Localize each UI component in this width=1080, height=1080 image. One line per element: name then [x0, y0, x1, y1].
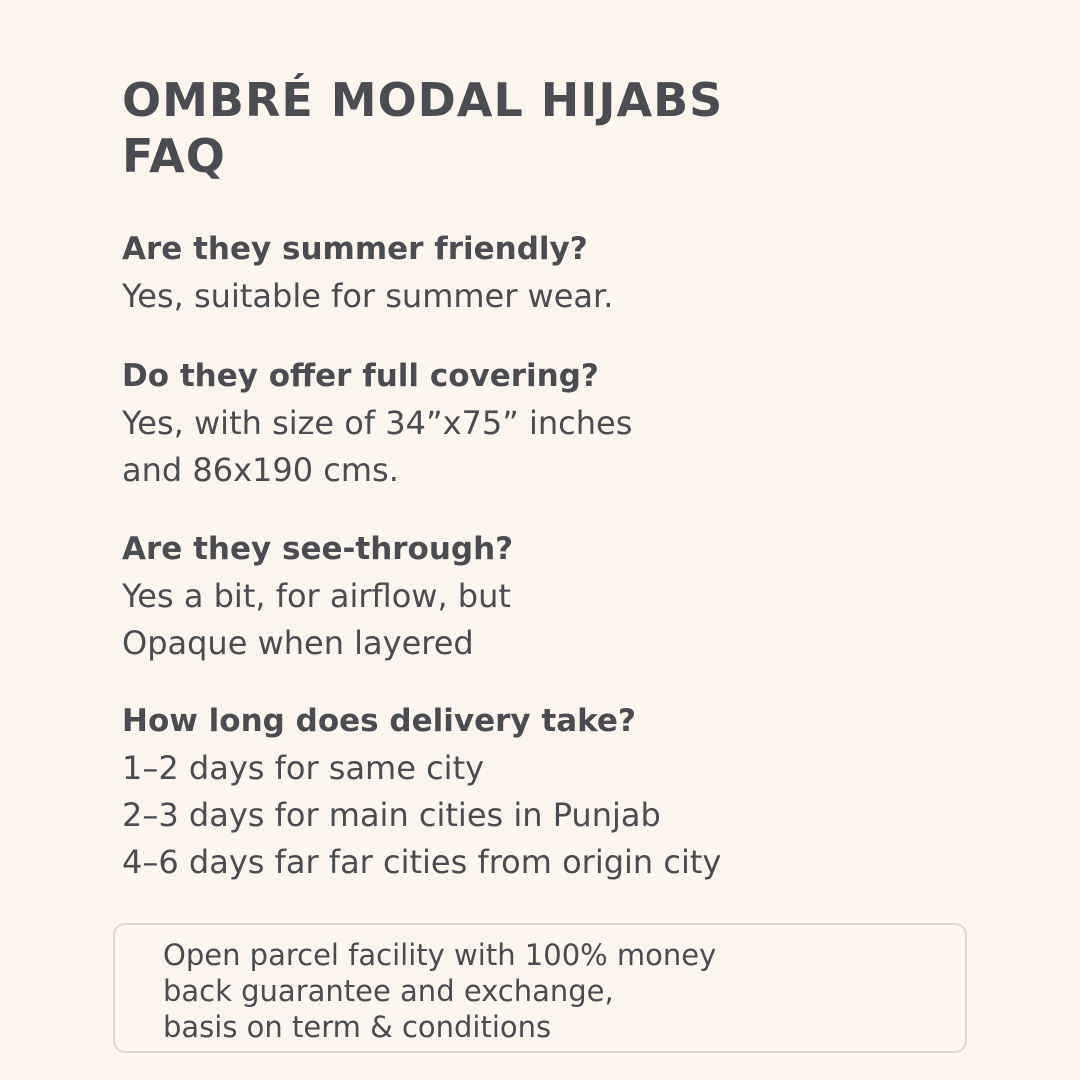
faq-answer — [122, 273, 1002, 320]
faq-question: Are they see-through? — [122, 531, 514, 567]
faq-answer-line: 1–2 days for same city — [122, 749, 485, 787]
faq-item-summer — [122, 226, 1002, 320]
title-line-2: FAQ — [122, 129, 226, 183]
faq-answer-line: 4–6 days far far cities from origin city — [122, 843, 722, 881]
page-title — [122, 72, 982, 184]
faq-question: How long does delivery take? — [122, 703, 636, 739]
faq-question: Do they offer full covering? — [122, 358, 599, 394]
faq-answer-line: Yes a bit, for airflow, but — [122, 577, 511, 615]
faq-answer — [122, 745, 1002, 886]
faq-question: Are they summer friendly? — [122, 231, 588, 267]
faq-item-see-through — [122, 526, 1002, 667]
note-line: Open parcel facility with 100% money — [163, 938, 717, 972]
faq-answer-line: Yes, suitable for summer wear. — [122, 277, 614, 315]
faq-answer — [122, 573, 1002, 667]
faq-item-covering — [122, 353, 1002, 494]
note-line: basis on term & conditions — [163, 1010, 552, 1044]
faq-answer-line: Opaque when layered — [122, 624, 474, 662]
faq-answer-line: and 86x190 cms. — [122, 451, 399, 489]
faq-answer-line: 2–3 days for main cities in Punjab — [122, 796, 661, 834]
title-line-1: OMBRÉ MODAL HIJABS — [122, 73, 724, 127]
note-line: back guarantee and exchange, — [163, 974, 614, 1008]
faq-answer-line: Yes, with size of 34”x75” inches — [122, 404, 633, 442]
faq-answer — [122, 400, 1002, 494]
faq-item-delivery — [122, 698, 1002, 886]
guarantee-note-box — [113, 923, 967, 1053]
